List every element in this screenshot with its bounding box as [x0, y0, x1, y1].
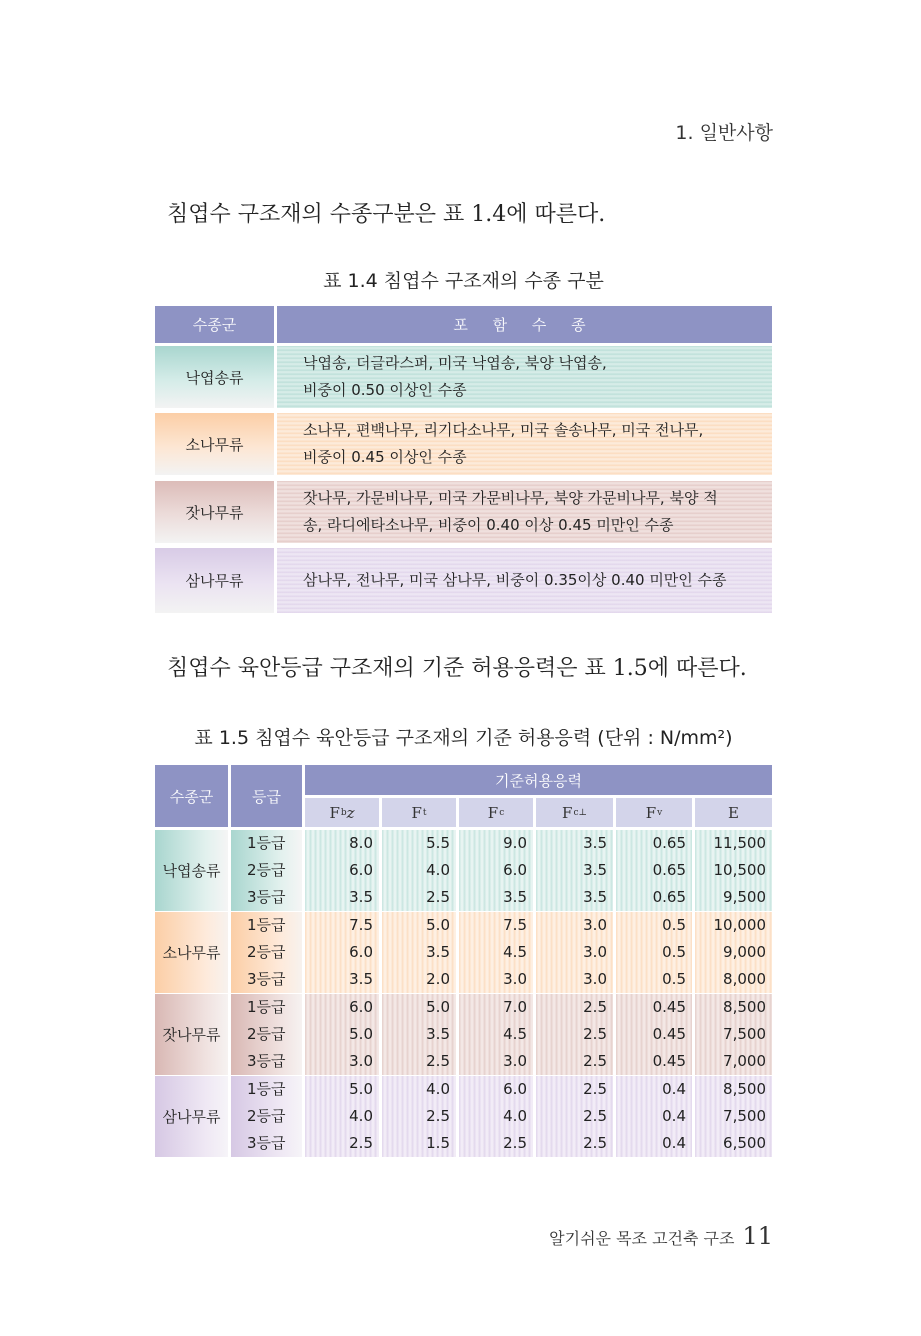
- column-header-fv: [616, 798, 692, 827]
- stress-value: 0.65: [652, 888, 686, 906]
- column-header-fc: [459, 798, 533, 827]
- column-header-main: F: [645, 803, 657, 822]
- value-column-cell: [459, 1076, 533, 1157]
- stress-value: 4.0: [426, 1080, 450, 1098]
- paragraph-table-1-4-reference: 침엽수 구조재의 수종구분은 표 1.4에 따른다.: [167, 202, 606, 227]
- species-group-cell: 소나무류: [155, 912, 228, 993]
- value-column-cell: [536, 994, 613, 1075]
- stress-value: 7.0: [503, 998, 527, 1016]
- stress-value: 8,500: [723, 998, 766, 1016]
- grade-cell: [231, 994, 302, 1075]
- description-line: 낙엽송, 더글라스퍼, 미국 낙엽송, 북양 낙엽송,: [303, 354, 607, 372]
- table-row: [155, 346, 772, 408]
- column-header-main: F: [487, 803, 499, 822]
- stress-value: 3.5: [583, 888, 607, 906]
- grade-label: 3등급: [247, 1134, 286, 1152]
- stress-value: 6,500: [723, 1134, 766, 1152]
- value-column-cell: [305, 994, 379, 1075]
- species-description-cell: [277, 481, 772, 543]
- stress-value: 0.4: [662, 1080, 686, 1098]
- grade-cell: [231, 830, 302, 911]
- grade-label: 3등급: [247, 1052, 286, 1070]
- species-group-cell: 삼나무류: [155, 548, 274, 613]
- stress-value: 10,000: [713, 916, 766, 934]
- species-group-cell: 낙엽송류: [155, 830, 228, 911]
- value-column-cell: [382, 830, 456, 911]
- paragraph-table-1-5-reference: 침엽수 육안등급 구조재의 기준 허용응력은 표 1.5에 따른다.: [167, 656, 747, 681]
- column-header-fbz: [305, 798, 379, 827]
- column-header-main: E: [728, 803, 739, 822]
- stress-value: 3.0: [583, 970, 607, 988]
- footer-book-title: 알기쉬운 목조 고건축 구조: [549, 1229, 735, 1248]
- stress-value: 2.5: [426, 1052, 450, 1070]
- table-1-4: [155, 306, 772, 613]
- value-column-cell: [382, 1076, 456, 1157]
- stress-value: 2.5: [349, 1134, 373, 1152]
- species-description-cell: [277, 346, 772, 408]
- stress-value: 8,500: [723, 1080, 766, 1098]
- stress-value: 7,000: [723, 1052, 766, 1070]
- stress-value: 7,500: [723, 1025, 766, 1043]
- table-1-5: [155, 765, 772, 1155]
- chapter-heading: 1. 일반사항: [675, 122, 773, 144]
- stress-value: 7.5: [349, 916, 373, 934]
- value-column-cell: [616, 830, 692, 911]
- description-line: 비중이 0.45 이상인 수종: [303, 448, 467, 466]
- table-1-5-header-grade: 등급: [231, 765, 302, 827]
- value-column-cell: [459, 830, 533, 911]
- table-1-4-header-species: 포 함 수 종: [277, 306, 772, 343]
- stress-value: 10,500: [713, 861, 766, 879]
- value-column-cell: [536, 912, 613, 993]
- value-column-cell: [536, 1076, 613, 1157]
- stress-value: 0.45: [652, 998, 686, 1016]
- stress-value: 5.0: [426, 916, 450, 934]
- stress-value: 3.5: [426, 943, 450, 961]
- stress-value: 2.5: [583, 1080, 607, 1098]
- column-header-suffix: z: [346, 803, 355, 822]
- column-header-sub: c: [499, 807, 505, 818]
- stress-value: 2.5: [583, 1025, 607, 1043]
- stress-value: 2.5: [583, 998, 607, 1016]
- column-header-sub: v: [657, 807, 663, 818]
- value-column-cell: [305, 1076, 379, 1157]
- description-line: 삼나무, 전나무, 미국 삼나무, 비중이 0.35이상 0.40 미만인 수종: [303, 571, 727, 589]
- species-description-cell: [277, 413, 772, 475]
- grade-label: 2등급: [247, 1107, 286, 1125]
- value-column-cell: [616, 912, 692, 993]
- stress-value: 3.5: [349, 888, 373, 906]
- table-1-5-header-group: 수종군: [155, 765, 228, 827]
- table-row: [155, 548, 772, 613]
- stress-value: 9,500: [723, 888, 766, 906]
- grade-label: 2등급: [247, 943, 286, 961]
- stress-value: 0.5: [662, 970, 686, 988]
- stress-value: 3.5: [349, 970, 373, 988]
- value-column-cell: [616, 994, 692, 1075]
- value-column-cell: [305, 830, 379, 911]
- stress-value: 3.0: [583, 943, 607, 961]
- page-number: 11: [742, 1222, 773, 1250]
- stress-value: 3.5: [583, 834, 607, 852]
- table-1-5-header-stress: 기준허용응력: [305, 765, 772, 795]
- stress-value: 0.45: [652, 1052, 686, 1070]
- stress-value: 6.0: [349, 861, 373, 879]
- stress-value: 8,000: [723, 970, 766, 988]
- species-description-cell: [277, 548, 772, 613]
- value-column-cell: [382, 994, 456, 1075]
- column-header-ft: [382, 798, 456, 827]
- column-header-sub: t: [422, 807, 427, 818]
- stress-value: 2.0: [426, 970, 450, 988]
- stress-value: 0.65: [652, 834, 686, 852]
- stress-value: 3.5: [583, 861, 607, 879]
- column-header-sub: c⊥: [573, 807, 587, 818]
- value-column-cell: [616, 1076, 692, 1157]
- column-header-main: F: [411, 803, 422, 822]
- stress-value: 5.0: [349, 1025, 373, 1043]
- stress-value: 1.5: [426, 1134, 450, 1152]
- grade-label: 1등급: [247, 834, 286, 852]
- stress-value: 2.5: [503, 1134, 527, 1152]
- grade-label: 1등급: [247, 1080, 286, 1098]
- stress-value: 0.4: [662, 1107, 686, 1125]
- grade-cell: [231, 1076, 302, 1157]
- stress-value: 11,500: [713, 834, 766, 852]
- value-column-cell: [695, 912, 772, 993]
- value-column-cell: [459, 912, 533, 993]
- stress-value: 0.45: [652, 1025, 686, 1043]
- grade-label: 2등급: [247, 861, 286, 879]
- page-footer: [549, 1222, 773, 1250]
- table-1-4-caption: 표 1.4 침엽수 구조재의 수종 구분: [323, 270, 604, 292]
- value-column-cell: [305, 912, 379, 993]
- value-column-cell: [536, 830, 613, 911]
- grade-label: 3등급: [247, 888, 286, 906]
- stress-value: 0.65: [652, 861, 686, 879]
- grade-label: 1등급: [247, 916, 286, 934]
- stress-value: 3.0: [349, 1052, 373, 1070]
- description-line: 송, 라디에타소나무, 비중이 0.40 이상 0.45 미만인 수종: [303, 516, 674, 534]
- value-column-cell: [695, 830, 772, 911]
- species-group-cell: 잣나무류: [155, 481, 274, 543]
- stress-value: 4.0: [503, 1107, 527, 1125]
- table-row: [155, 481, 772, 543]
- column-header-e: [695, 798, 772, 827]
- stress-value: 5.0: [426, 998, 450, 1016]
- grade-label: 2등급: [247, 1025, 286, 1043]
- stress-value: 0.5: [662, 916, 686, 934]
- table-row: [155, 413, 772, 475]
- column-header-main: F: [329, 803, 340, 822]
- grade-label: 1등급: [247, 998, 286, 1016]
- stress-value: 4.0: [349, 1107, 373, 1125]
- stress-value: 9.0: [503, 834, 527, 852]
- stress-value: 6.0: [349, 998, 373, 1016]
- stress-value: 2.5: [583, 1052, 607, 1070]
- column-header-fc-perp: [536, 798, 613, 827]
- stress-value: 3.0: [503, 970, 527, 988]
- species-group-cell: 소나무류: [155, 413, 274, 475]
- species-group-cell: 삼나무류: [155, 1076, 228, 1157]
- stress-value: 9,000: [723, 943, 766, 961]
- table-1-4-header-group: 수종군: [155, 306, 274, 343]
- stress-value: 7.5: [503, 916, 527, 934]
- grade-cell: [231, 912, 302, 993]
- stress-value: 7,500: [723, 1107, 766, 1125]
- stress-value: 8.0: [349, 834, 373, 852]
- stress-value: 2.5: [426, 1107, 450, 1125]
- species-group-cell: 낙엽송류: [155, 346, 274, 408]
- stress-value: 5.5: [426, 834, 450, 852]
- value-column-cell: [695, 994, 772, 1075]
- stress-value: 0.5: [662, 943, 686, 961]
- column-header-sub: b: [340, 807, 347, 818]
- stress-value: 4.0: [426, 861, 450, 879]
- table-1-5-caption: 표 1.5 침엽수 육안등급 구조재의 기준 허용응력 (단위 : N/mm²): [194, 727, 733, 749]
- stress-value: 6.0: [503, 861, 527, 879]
- stress-value: 4.5: [503, 943, 527, 961]
- stress-value: 0.4: [662, 1134, 686, 1152]
- stress-value: 6.0: [503, 1080, 527, 1098]
- stress-value: 2.5: [583, 1134, 607, 1152]
- stress-value: 3.5: [426, 1025, 450, 1043]
- stress-value: 5.0: [349, 1080, 373, 1098]
- stress-value: 3.5: [503, 888, 527, 906]
- species-group-cell: 잣나무류: [155, 994, 228, 1075]
- description-line: 비중이 0.50 이상인 수종: [303, 381, 467, 399]
- value-column-cell: [695, 1076, 772, 1157]
- description-line: 잣나무, 가문비나무, 미국 가문비나무, 북양 가문비나무, 북양 적: [303, 489, 718, 507]
- stress-value: 4.5: [503, 1025, 527, 1043]
- description-line: 소나무, 편백나무, 리기다소나무, 미국 솔송나무, 미국 전나무,: [303, 421, 704, 439]
- column-header-main: F: [562, 803, 573, 822]
- stress-value: 2.5: [426, 888, 450, 906]
- stress-value: 3.0: [503, 1052, 527, 1070]
- value-column-cell: [459, 994, 533, 1075]
- value-column-cell: [382, 912, 456, 993]
- grade-label: 3등급: [247, 970, 286, 988]
- stress-value: 3.0: [583, 916, 607, 934]
- stress-value: 6.0: [349, 943, 373, 961]
- stress-value: 2.5: [583, 1107, 607, 1125]
